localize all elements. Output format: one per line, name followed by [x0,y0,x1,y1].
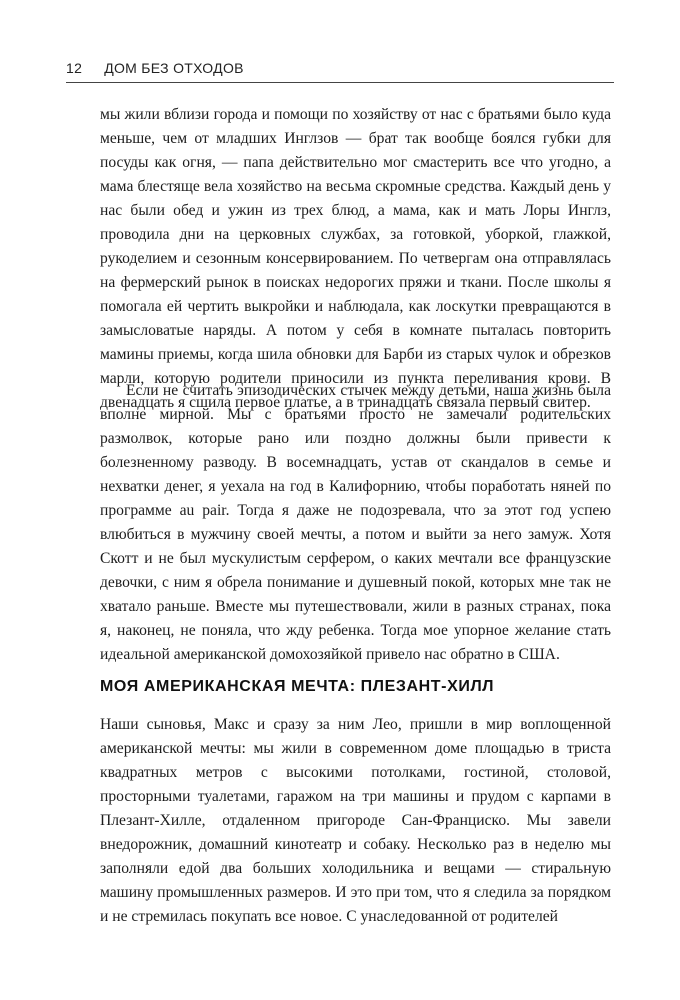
paragraph-2: Если не считать эпизодических стычек между детьми, наша жизнь была вполне мирной. Мы с братьями просто не замечали родительских размолвок, которые рано или поздно должны были привести к болезненному разводу. В восемнадцать, устав от скандалов в семье и нехватки денег, я уехала на год в Калифорнию, чтобы поработать няней по программе au pair. Тогда я даже не подозревала, что за этот год успею влюбиться в мужчину своей мечты, а потом и выйти за него замуж. Хотя Скотт и не был мускулистым серфером, о каких мечтали все французские девочки, с ним я обрела понимание и душевный покой, которых мне так не хватало раньше. Вместе мы путешествовали, жили в разных странах, пока я, наконец, не поняла, что жду ребенка. Тогда мое упорное желание стать идеальной американской домохозяйкой привело нас обратно в США. [100,382,611,663]
section-heading: МОЯ АМЕРИКАНСКАЯ МЕЧТА: ПЛЕЗАНТ-ХИЛЛ [100,678,495,695]
running-header [66,60,614,76]
book-title: ДОМ БЕЗ ОТХОДОВ [104,60,244,76]
header-rule [66,82,614,83]
paragraph-1: мы жили вблизи города и помощи по хозяйству от нас с братьями было куда меньше, чем от младших Инглзов — брат так вообще боялся губки для посуды как огня, — папа действительно мог смастерить все что угодно, а мама блестяще вела хозяйство на весьма скромные средства. Каждый день у нас были обед и ужин из трех блюд, а мама, как и мать Лоры Инглз, проводила дни на церковных службах, за готовкой, уборкой, глажкой, рукоделием и сезонным консервированием. По четвергам она отправлялась на фермерский рынок в поисках недорогих пряжи и ткани. После школы я помогала ей чертить выкройки и наблюдала, как лоскутки превращаются в замысловатые наряды. А потом у себя в комнате пыталась повторить мамины приемы, когда шила обновки для Барби из старых чулок и обрезков марли, которую родители приносили из пункта переливания крови. В двенадцать я сшила первое платье, а в тринадцать связала первый свитер. [100,106,611,411]
paragraph-3: Наши сыновья, Макс и сразу за ним Лео, пришли в мир воплощенной американской мечты: мы жили в современном доме площадью в триста квадратных метров с высокими потолками, гостиной, столовой, просторными туалетами, гаражом на три машины и прудом с карпами в Плезант-Хилле, отдаленном пригороде Сан-Франциско. Мы завели внедорожник, домашний кинотеатр и собаку. Несколько раз в неделю мы заполняли едой два больших холодильника и вещами — стиральную машину промышленных размеров. И это при том, что я следила за порядком и не стремилась покупать все новое. С унаследованной от родителей [100,716,611,925]
page-number: 12 [66,60,83,76]
